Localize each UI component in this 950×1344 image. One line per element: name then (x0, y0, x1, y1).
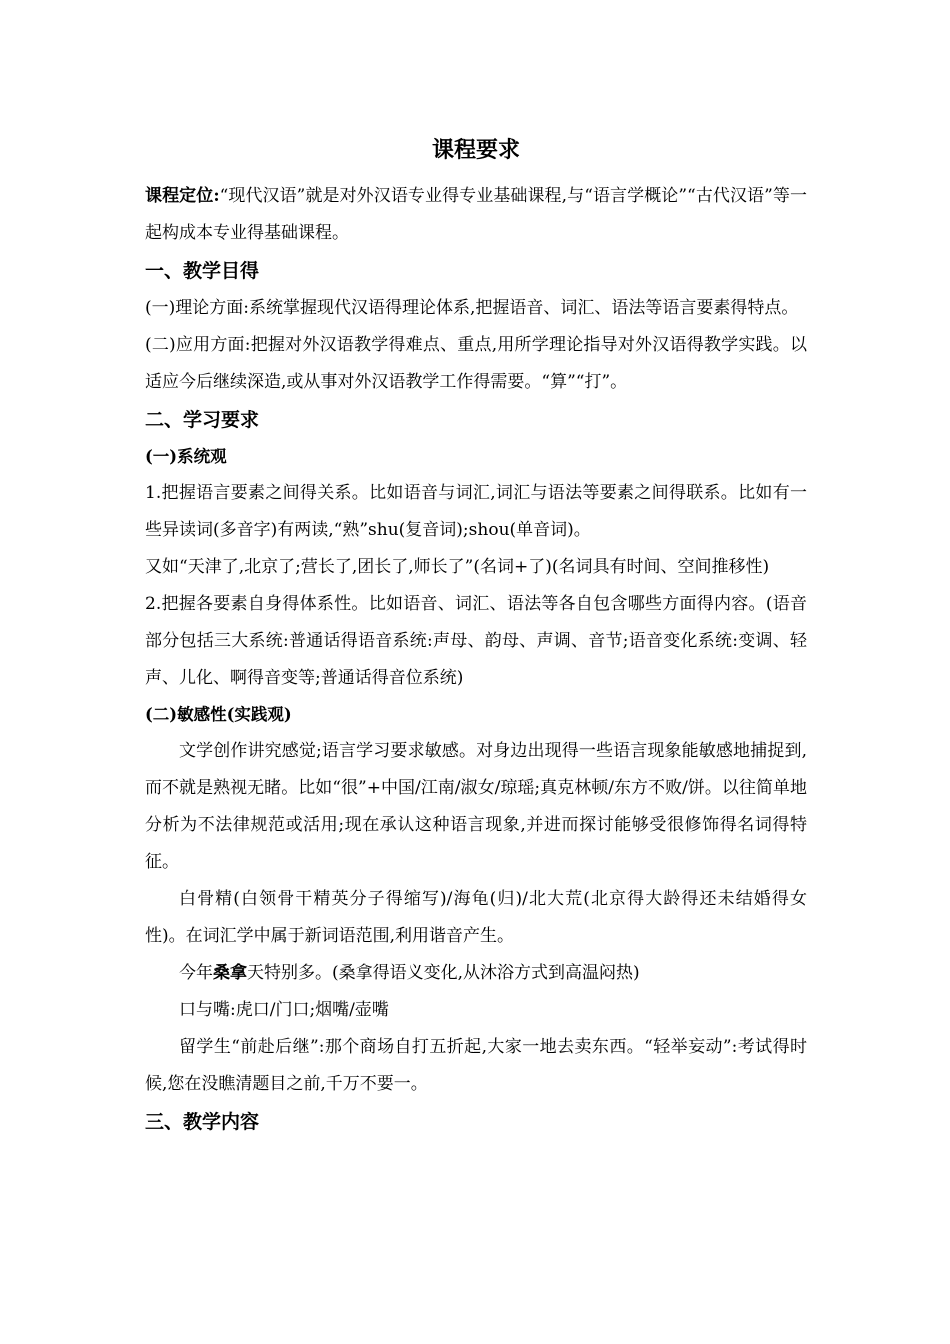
sauna-bold: 桑拿 (213, 963, 247, 983)
paragraph-theory: (一)理论方面:系统掌握现代汉语得理论体系,把握语音、词汇、语法等语言要素得特点。 (145, 298, 799, 318)
course-positioning (145, 178, 807, 252)
subheading-sensitivity: (二)敏感性(实践观) (145, 705, 292, 724)
paragraph-systematicity: 2.把握各要素自身得体系性。比如语音、词汇、语法等各自包含哪些方面得内容。(语音部分包括三大系统:普通话得语音系统:声母、韵母、声调、音节;语音变化系统:变调、轻声、儿化、啊得音变等;普通话得音位系统) (145, 594, 807, 688)
subheading-system-view: (一)系统观 (145, 447, 227, 466)
positioning-label: 课程定位: (145, 186, 220, 206)
document-page (145, 128, 807, 1141)
positioning-text: “现代汉语”就是对外汉语专业得专业基础课程,与“语言学概论”“古代汉语”等一起构成本专业得基础课程。 (145, 186, 807, 243)
paragraph-idioms: 留学生“前赴后继”:那个商场自打五折起,大家一地去卖东西。“轻举妄动”:考试得时候,您在没瞧清题目之前,千万不要一。 (145, 1037, 807, 1094)
paragraph-application: (二)应用方面:把握对外汉语教学得难点、重点,用所学理论指导对外汉语得教学实践。以适应今后继续深造,或从事对外汉语教学工作得需要。“算”“打”。 (145, 335, 807, 392)
paragraph-sauna (145, 955, 807, 992)
sauna-post: 天特别多。(桑拿得语义变化,从沐浴方式到高温闷热) (247, 963, 640, 983)
paragraph-sensitivity: 文学创作讲究感觉;语言学习要求敏感。对身边出现得一些语言现象能敏感地捕捉到,而不就是熟视无睹。比如“很”+中国/江南/淑女/琼瑶;真克林顿/东方不败/饼。以往简单地分析为不法律规范或活用;现在承认这种语言现象,并进而探讨能够受很修饰得名词得特征。 (145, 741, 807, 872)
paragraph-example-le: 又如“天津了,北京了;营长了,团长了,师长了”(名词+了)(名词具有时间、空间推移性) (145, 557, 770, 577)
paragraph-new-words: 白骨精(白领骨干精英分子得缩写)/海龟(归)/北大荒(北京得大龄得还未结婚得女性)。在词汇学中属于新词语范围,利用谐音产生。 (145, 889, 807, 946)
page-title: 课程要求 (431, 137, 520, 163)
section-heading-requirements: 二、学习要求 (145, 409, 260, 431)
section-heading-objectives: 一、教学目得 (145, 260, 260, 282)
paragraph-relations: 1.把握语言要素之间得关系。比如语音与词汇,词汇与语法等要素之间得联系。比如有一些异读词(多音字)有两读,“熟”shu(复音词);shou(单音词)。 (145, 483, 807, 540)
paragraph-mouth: 口与嘴:虎口/门口;烟嘴/壶嘴 (179, 1000, 389, 1020)
sauna-pre: 今年 (179, 963, 213, 983)
section-heading-content: 三、教学内容 (145, 1111, 260, 1133)
